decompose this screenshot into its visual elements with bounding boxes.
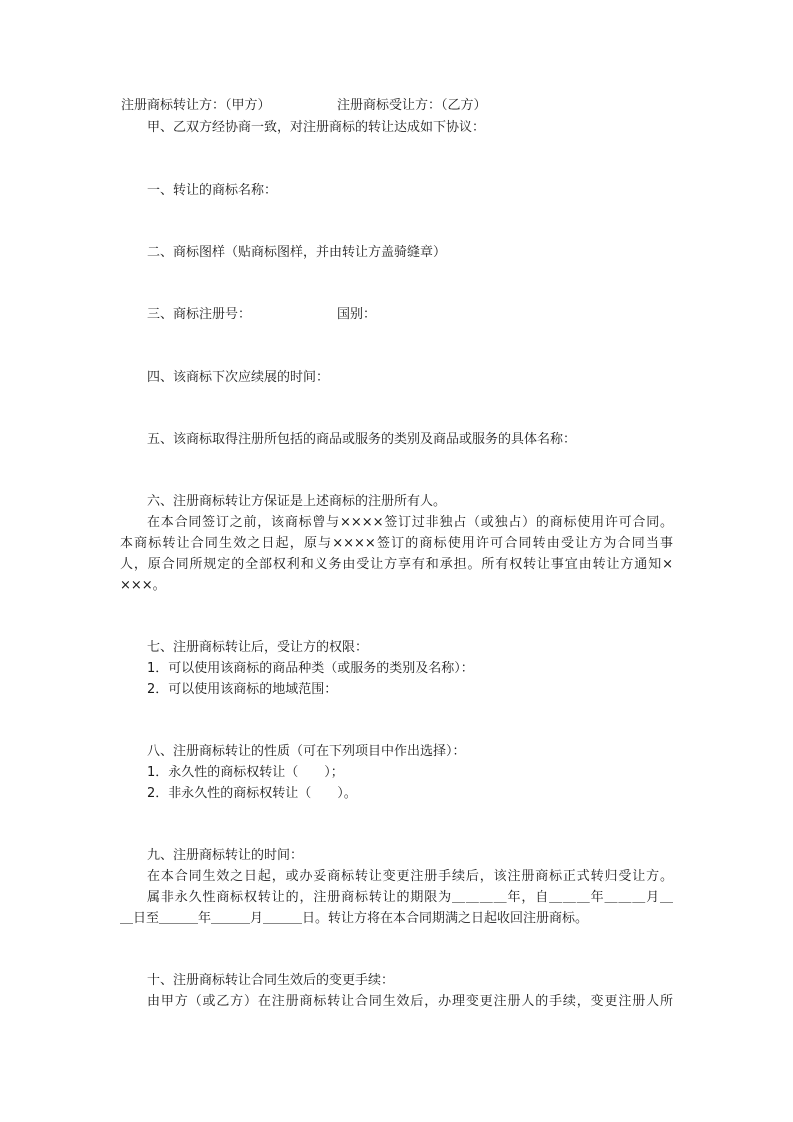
section-6-heading: 六、注册商标转让方保证是上述商标的注册所有人。	[147, 494, 447, 509]
section-9-paragraph-line-2: 属非永久性商标权转让的，注册商标转让的期限为＿＿＿＿年，自＿＿＿年＿＿＿月＿	[147, 890, 673, 905]
section-3-country-label: 国别：	[337, 307, 377, 322]
section-7-item-1: 1．可以使用该商标的商品种类（或服务的类别及名称）：	[147, 661, 474, 676]
section-9-heading: 九、注册商标转让的时间：	[147, 848, 304, 863]
section-8-heading: 八、注册商标转让的性质（可在下列项目中作出选择）：	[147, 744, 466, 759]
section-8-item-2: 2．非永久性的商标权转让（ ）。	[147, 786, 357, 801]
section-4-heading: 四、该商标下次应续展的时间：	[147, 370, 330, 385]
section-6-paragraph-line-3: 人，原合同所规定的全部权利和义务由受让方享有和承担。所有权转让事宜由转让方通知×	[120, 557, 673, 572]
section-9-paragraph-line-3: ＿日至＿＿＿年＿＿＿月＿＿＿日。转让方将在本合同期满之日起收回注册商标。	[120, 911, 589, 926]
section-9-paragraph-line-1: 在本合同生效之日起，或办妥商标转让变更注册手续后，该注册商标正式转归受让方。	[147, 869, 673, 884]
section-7-item-2: 2．可以使用该商标的地域范围：	[147, 682, 338, 697]
section-6-paragraph-line-1: 在本合同签订之前，该商标曾与××××签订过非独占（或独占）的商标使用许可合同。	[147, 515, 673, 530]
section-7-heading: 七、注册商标转让后，受让方的权限：	[147, 640, 369, 655]
section-3-heading: 三、商标注册号：	[147, 307, 252, 322]
section-8-item-1: 1．永久性的商标权转让（ ）；	[147, 765, 344, 780]
transferor-label: 注册商标转让方：（甲方）	[121, 98, 271, 113]
section-5-heading: 五、该商标取得注册所包括的商品或服务的类别及商品或服务的具体名称：	[147, 432, 577, 447]
section-10-paragraph-line-1: 由甲方（或乙方）在注册商标转让合同生效后，办理变更注册人的手续，变更注册人所	[147, 994, 673, 1009]
section-6-paragraph-line-4: ×××。	[120, 578, 166, 593]
section-1-heading: 一、转让的商标名称：	[147, 183, 278, 198]
transferee-label: 注册商标受让方：（乙方）	[337, 98, 487, 113]
section-10-heading: 十、注册商标转让合同生效后的变更手续：	[147, 973, 395, 988]
intro-paragraph: 甲、乙双方经协商一致，对注册商标的转让达成如下协议：	[147, 120, 486, 135]
section-2-heading: 二、商标图样（贴商标图样，并由转让方盖骑缝章）	[147, 245, 447, 260]
section-6-paragraph-line-2: 本商标转让合同生效之日起，原与××××签订的商标使用许可合同转由受让方为合同当事	[120, 536, 673, 551]
